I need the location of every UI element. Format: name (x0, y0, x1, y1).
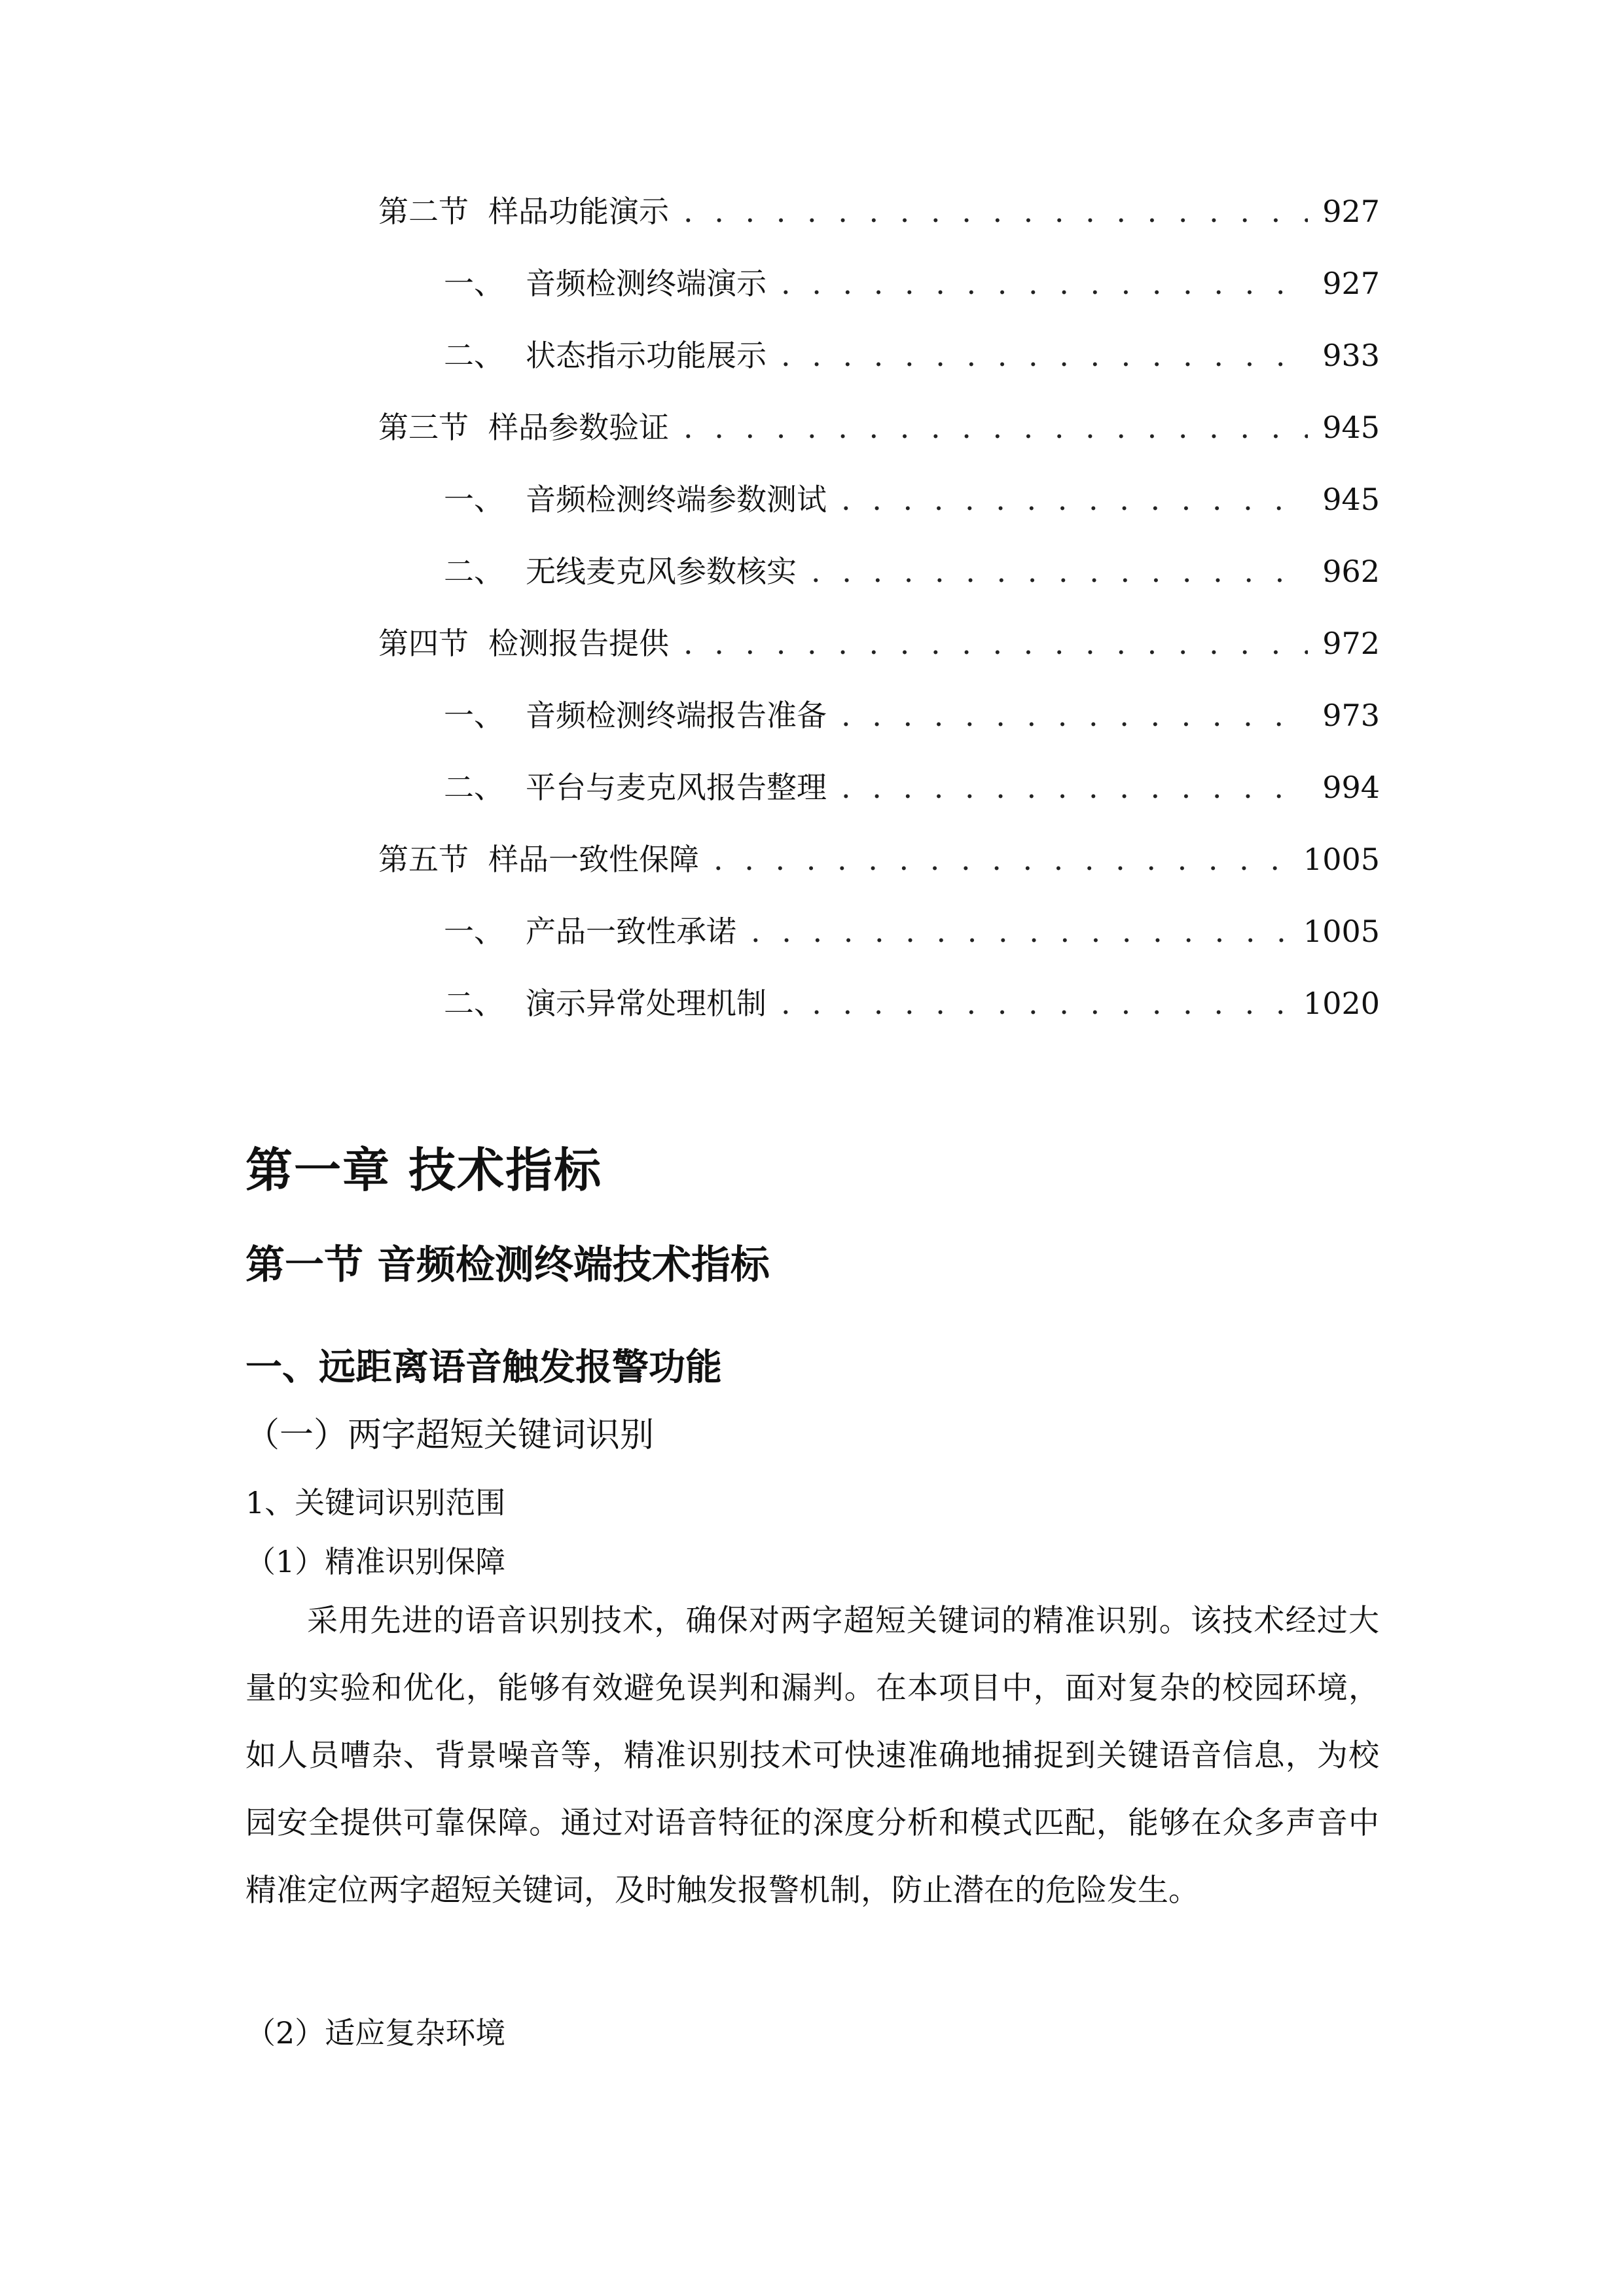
toc-leader-dots (841, 772, 1308, 802)
toc-entry-title: 平台与麦克风报告整理 (526, 770, 827, 805)
toc-entry[interactable] (378, 772, 1380, 844)
toc-entry-number: 一、 (444, 914, 504, 949)
toc-entry-number: 第二节 (378, 194, 469, 229)
toc-entry[interactable] (378, 196, 1380, 268)
toc-entry[interactable] (378, 340, 1380, 412)
toc-entry-number: 二、 (444, 338, 504, 373)
body-paragraph: 采用先进的语音识别技术，确保对两字超短关键词的精准识别。该技术经过大量的实验和优化，能够有效避免误判和漏判。在本项目中，面对复杂的校园环境，如人员嘈杂、背景噪音等，精准识别技术可快速准确地捕捉到关键语音信息，为校园安全提供可靠保障。通过对语音特征的深度分析和模式匹配，能够在众多声音中精准定位两字超短关键词，及时触发报警机制，防止潜在的危险发生。 (245, 1603, 1379, 1909)
toc-entry-number: 一、 (444, 482, 504, 517)
subsection-heading: 一、远距离语音触发报警功能 (245, 1346, 722, 1389)
toc-entry-number: 二、 (444, 770, 504, 805)
toc-leader-dots (683, 196, 1308, 226)
toc-entry-title: 无线麦克风参数核实 (526, 554, 797, 589)
toc-entry-number: 一、 (444, 698, 504, 733)
toc-entry-title: 产品一致性承诺 (526, 914, 736, 949)
toc-entry-number: 一、 (444, 266, 504, 301)
toc-leader-dots (683, 412, 1308, 442)
toc-leader-dots (683, 628, 1308, 658)
toc-entry-number: 二、 (444, 986, 504, 1021)
toc-entry-page: 962 (1322, 554, 1380, 589)
toc-entry-number: 第三节 (378, 410, 469, 445)
toc-entry[interactable] (378, 916, 1380, 988)
toc-leader-dots (811, 556, 1308, 586)
level4-heading-2: （2）适应复杂环境 (245, 2015, 506, 2051)
toc-leader-dots (713, 844, 1289, 874)
toc-entry[interactable] (378, 556, 1380, 628)
toc-entry-page: 973 (1322, 698, 1380, 733)
toc-leader-dots (781, 268, 1308, 298)
toc-entry-title: 检测报告提供 (488, 626, 669, 661)
toc-entry-page: 945 (1322, 482, 1380, 517)
toc-leader-dots (781, 340, 1308, 370)
toc-entry[interactable] (378, 844, 1380, 916)
toc-entry[interactable] (378, 268, 1380, 340)
level3-heading: 1、关键词识别范围 (245, 1485, 506, 1520)
toc-entry-title: 状态指示功能展示 (526, 338, 767, 373)
toc-entry-page: 927 (1322, 194, 1380, 229)
toc-entry-page: 1005 (1303, 842, 1380, 877)
toc-entry[interactable] (378, 700, 1380, 772)
toc-entry-title: 样品一致性保障 (488, 842, 699, 877)
toc-entry-title: 音频检测终端参数测试 (526, 482, 827, 517)
toc-entry-number: 第四节 (378, 626, 469, 661)
toc-entry[interactable] (378, 988, 1380, 1060)
toc-entry-page: 1020 (1303, 986, 1380, 1021)
level4-heading: （1）精准识别保障 (245, 1544, 506, 1579)
toc-entry[interactable] (378, 412, 1380, 484)
toc-leader-dots (751, 916, 1289, 946)
subsubsection-heading: （一）两字超短关键词识别 (245, 1416, 655, 1455)
toc-entry-title: 演示异常处理机制 (526, 986, 767, 1021)
toc-entry-page: 972 (1322, 626, 1380, 661)
toc-entry-page: 945 (1322, 410, 1380, 445)
toc-entry-title: 音频检测终端报告准备 (526, 698, 827, 733)
toc-entry[interactable] (378, 484, 1380, 556)
toc-entry-page: 1005 (1303, 914, 1380, 949)
toc-entry-number: 二、 (444, 554, 504, 589)
toc-entry-page: 994 (1322, 770, 1380, 805)
chapter-heading: 第一章 技术指标 (245, 1143, 603, 1198)
toc-entry-page: 927 (1322, 266, 1380, 301)
toc-leader-dots (781, 988, 1289, 1018)
table-of-contents (378, 196, 1380, 1060)
toc-entry-number: 第五节 (378, 842, 469, 877)
toc-entry-title: 样品功能演示 (488, 194, 669, 229)
toc-entry[interactable] (378, 628, 1380, 700)
toc-leader-dots (841, 484, 1308, 514)
section-heading: 第一节 音频检测终端技术指标 (245, 1242, 770, 1288)
toc-entry-page: 933 (1322, 338, 1380, 373)
toc-entry-title: 音频检测终端演示 (526, 266, 767, 301)
toc-leader-dots (841, 700, 1308, 730)
toc-entry-title: 样品参数验证 (488, 410, 669, 445)
